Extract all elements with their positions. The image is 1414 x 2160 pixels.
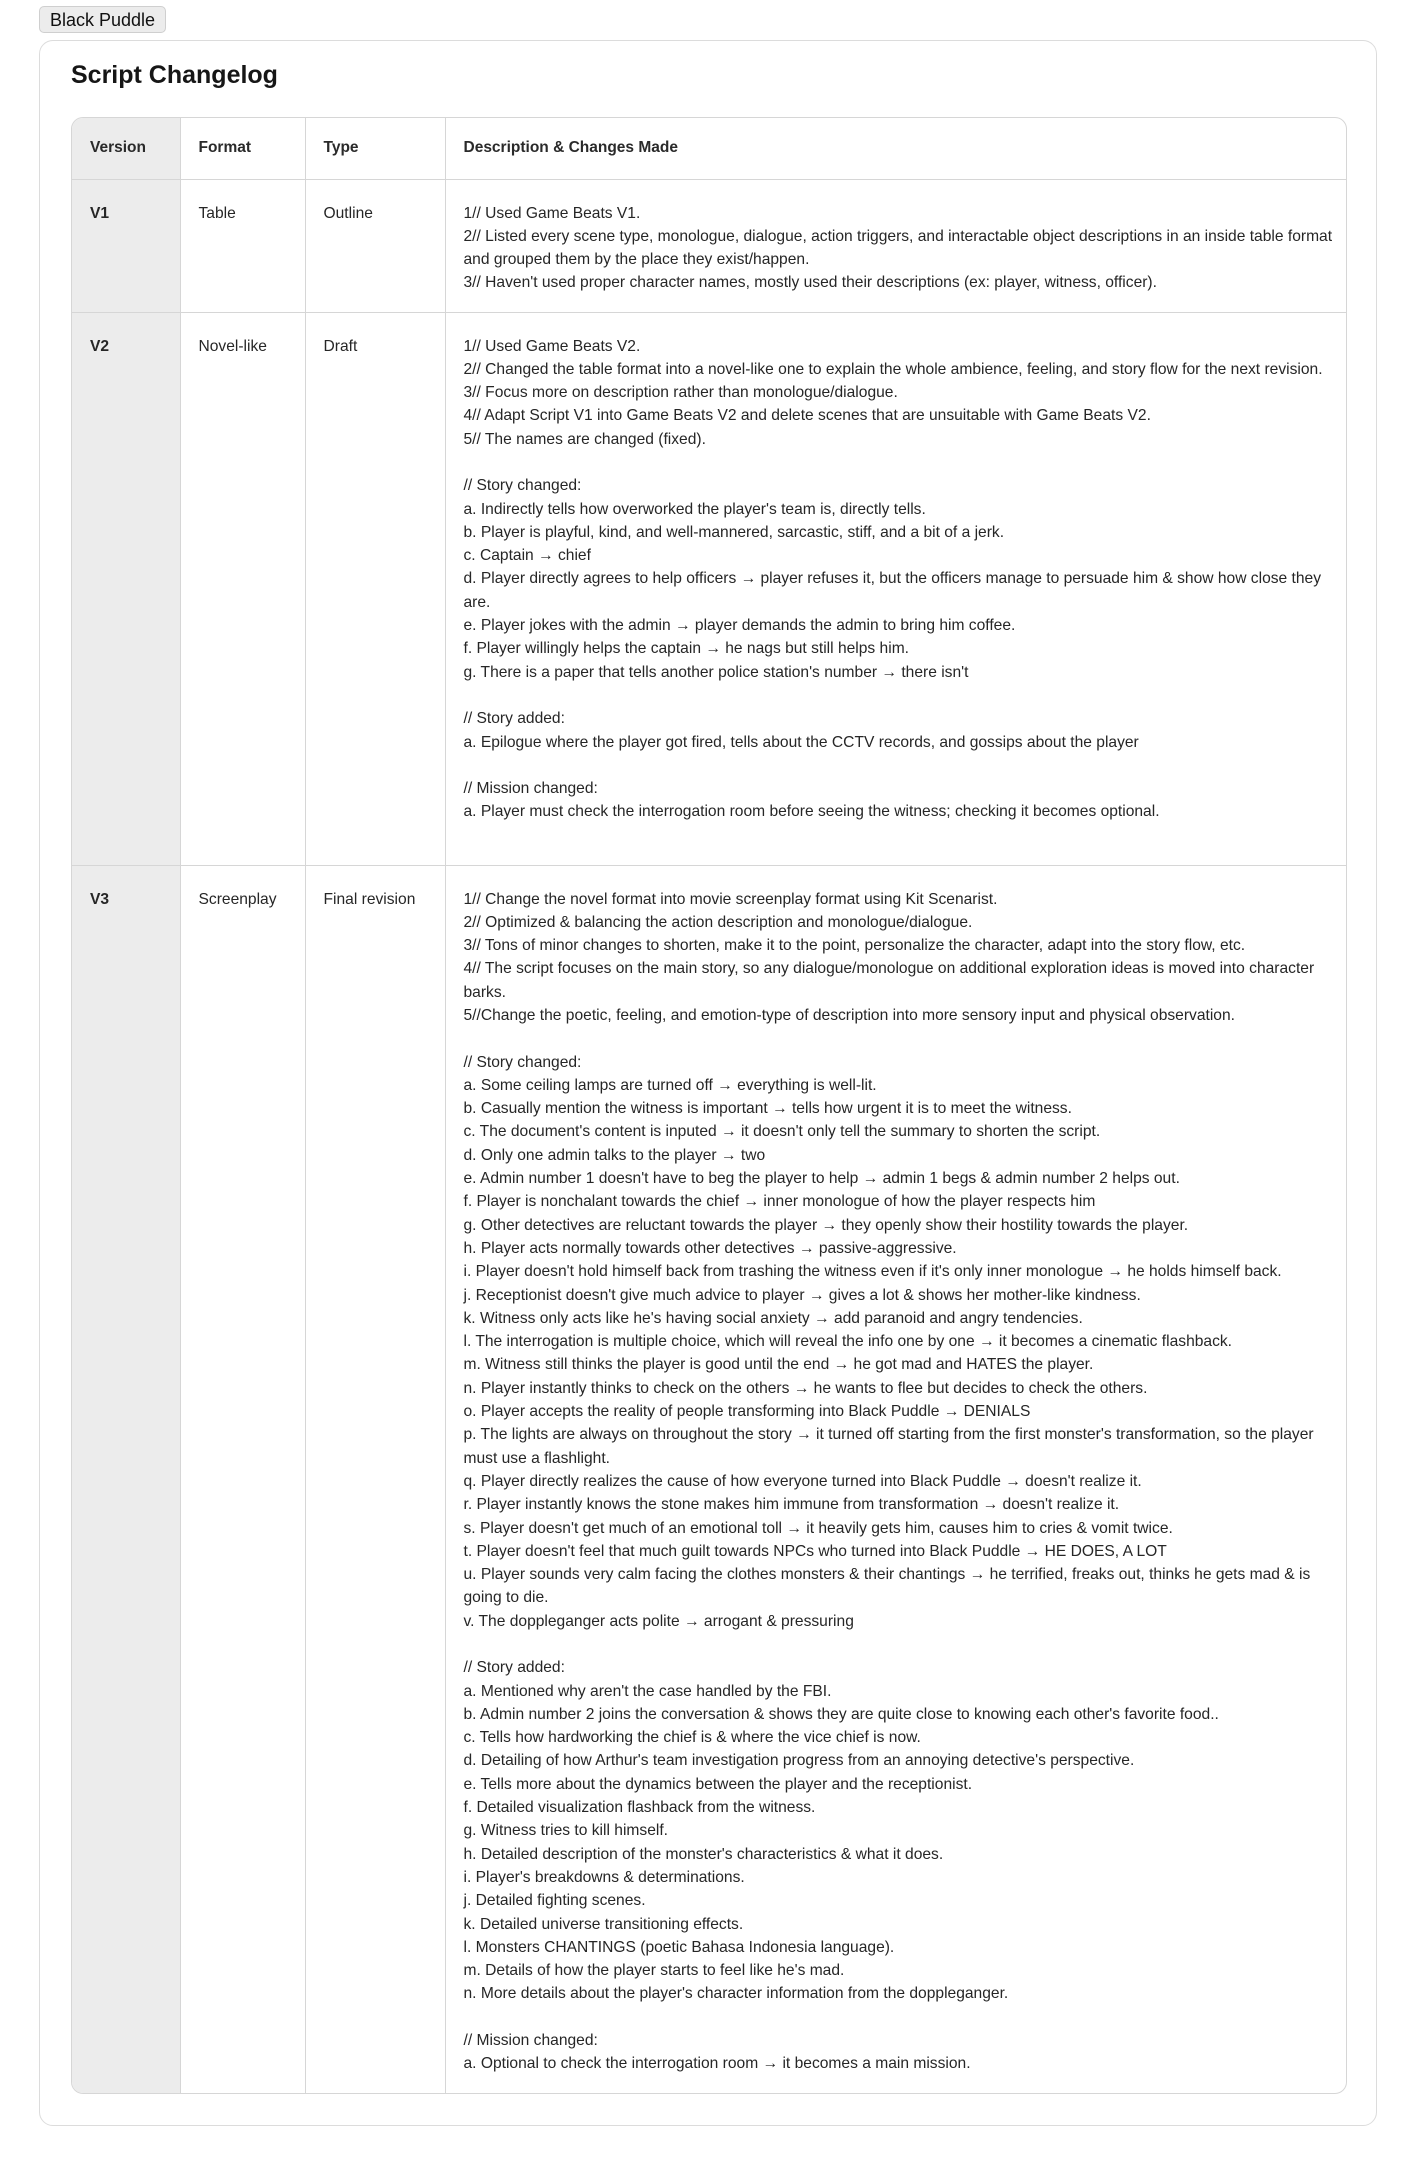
cell-description xyxy=(445,865,1346,2094)
description-line: a. Some ceiling lamps are turned off → everything is well-lit. xyxy=(463,1076,877,1094)
table-row xyxy=(72,312,1346,865)
cell-type: Outline xyxy=(305,179,445,312)
description-line: c. Captain → chief xyxy=(463,547,591,565)
description-line: k. Detailed universe transitioning effects. xyxy=(463,1915,744,1933)
description-line: e. Player jokes with the admin → player demands the admin to bring him coffee. xyxy=(463,617,1016,635)
description-spacer xyxy=(464,684,1335,707)
cell-type: Final revision xyxy=(305,865,445,2094)
description-line: 1// Used Game Beats V2. xyxy=(463,337,641,355)
cell-description xyxy=(445,312,1346,865)
header-type: Type xyxy=(305,118,445,179)
description-line: a. Mentioned why aren't the case handled by the FBI. xyxy=(463,1682,832,1700)
description-line: // Story changed: xyxy=(463,1053,582,1071)
description-line: d. Only one admin talks to the player → two xyxy=(463,1146,766,1164)
cell-type: Draft xyxy=(305,312,445,865)
description-line: 3// Tons of minor changes to shorten, make it to the point, personalize the character, adapt into the story flow, etc. xyxy=(463,937,1246,955)
description-line: r. Player instantly knows the stone makes him immune from transformation → doesn't realize it. xyxy=(463,1496,1120,1514)
description-line: t. Player doesn't feel that much guilt towards NPCs who turned into Black Puddle → HE DOES, A LOT xyxy=(463,1542,1167,1560)
description-line: j. Detailed fighting scenes. xyxy=(463,1892,646,1910)
description-line: b. Player is playful, kind, and well-mannered, sarcastic, stiff, and a bit of a jerk. xyxy=(463,523,1005,541)
description-line: f. Player willingly helps the captain → he nags but still helps him. xyxy=(463,640,910,658)
header-format: Format xyxy=(180,118,305,179)
description-line: l. The interrogation is multiple choice, which will reveal the info one by one → it becomes a cinematic flashback. xyxy=(463,1333,1233,1351)
description-line: v. The doppleganger acts polite → arrogant & pressuring xyxy=(463,1612,854,1630)
description-spacer xyxy=(464,2006,1335,2029)
description-line: e. Admin number 1 doesn't have to beg the player to help → admin 1 begs & admin number 2 helps out. xyxy=(463,1170,1180,1188)
description-line: a. Optional to check the interrogation room → it becomes a main mission. xyxy=(463,2055,971,2073)
description-line: p. The lights are always on throughout the story → it turned off starting from the first monster's transformation, so the player must use a flashlight. xyxy=(463,1426,1318,1467)
description-line: e. Tells more about the dynamics between the player and the receptionist. xyxy=(463,1775,973,1793)
description-line: 5// The names are changed (fixed). xyxy=(463,430,706,448)
description-line: d. Detailing of how Arthur's team investigation progress from an annoying detective's perspective. xyxy=(463,1752,1135,1770)
description-line: // Story added: xyxy=(463,1659,565,1677)
table-row xyxy=(72,865,1346,2094)
description-line: h. Detailed description of the monster's characteristics & what it does. xyxy=(463,1845,944,1863)
description-line: g. Other detectives are reluctant towards the player → they openly show their hostility towards the player. xyxy=(463,1216,1189,1234)
description-line: g. Witness tries to kill himself. xyxy=(463,1822,669,1840)
description-line: // Mission changed: xyxy=(463,2032,598,2050)
description-line: i. Player's breakdowns & determinations. xyxy=(463,1868,745,1886)
description-line: m. Details of how the player starts to feel like he's mad. xyxy=(463,1962,845,1980)
description-line: l. Monsters CHANTINGS (poetic Bahasa Indonesia language). xyxy=(463,1938,895,1956)
cell-format: Novel-like xyxy=(180,312,305,865)
cell-format: Table xyxy=(180,179,305,312)
header-description: Description & Changes Made xyxy=(445,118,1346,179)
changelog-table-container xyxy=(71,117,1347,2094)
description-line: 2// Listed every scene type, monologue, dialogue, action triggers, and interactable object descriptions in an inside table format and grouped them by the place they exist/happen. xyxy=(463,227,1337,269)
description-line: 3// Focus more on description rather than monologue/dialogue. xyxy=(463,384,898,402)
description-line: 5//Change the poetic, feeling, and emotion-type of description into more sensory input and physical observation. xyxy=(463,1006,1235,1024)
changelog-card xyxy=(39,40,1377,2126)
description-line: 3// Haven't used proper character names, mostly used their descriptions (ex: player, witness, officer). xyxy=(463,274,1157,292)
description-line: 2// Changed the table format into a novel-like one to explain the whole ambience, feeling, and story flow for the next revision. xyxy=(463,360,1323,378)
project-tag[interactable]: Black Puddle xyxy=(39,6,166,33)
description-line: s. Player doesn't get much of an emotional toll → it heavily gets him, causes him to cries & vomit twice. xyxy=(463,1519,1173,1537)
changelog-table xyxy=(72,118,1346,2094)
description-line: g. There is a paper that tells another police station's number → there isn't xyxy=(463,663,969,681)
cell-description xyxy=(445,179,1346,312)
description-line: i. Player doesn't hold himself back from trashing the witness even if it's only inner monologue → he holds himself back. xyxy=(463,1263,1282,1281)
description-line: m. Witness still thinks the player is good until the end → he got mad and HATES the player. xyxy=(463,1356,1094,1374)
description-line: 4// Adapt Script V1 into Game Beats V2 and delete scenes that are unsuitable with Game Beats V2. xyxy=(463,407,1151,425)
description-line: 2// Optimized & balancing the action description and monologue/dialogue. xyxy=(463,913,973,931)
description-line: f. Player is nonchalant towards the chief → inner monologue of how the player respects him xyxy=(463,1193,1096,1211)
description-line: b. Admin number 2 joins the conversation & shows they are quite close to knowing each other's favorite food.. xyxy=(463,1705,1219,1723)
description-line: j. Receptionist doesn't give much advice to player → gives a lot & shows her mother-like kindness. xyxy=(463,1286,1141,1304)
description-line: c. The document's content is inputed → it doesn't only tell the summary to shorten the script. xyxy=(463,1123,1101,1141)
table-row xyxy=(72,179,1346,312)
description-line: a. Epilogue where the player got fired, tells about the CCTV records, and gossips about the player xyxy=(463,733,1139,751)
description-line: // Story added: xyxy=(463,710,565,728)
description-spacer xyxy=(464,1633,1335,1656)
cell-version: V3 xyxy=(72,865,180,2094)
card-title: Script Changelog xyxy=(71,61,278,89)
header-version: Version xyxy=(72,118,180,179)
description-spacer xyxy=(464,754,1335,777)
description-line: a. Indirectly tells how overworked the player's team is, directly tells. xyxy=(463,500,926,518)
description-line: 4// The script focuses on the main story, so any dialogue/monologue on additional exploration ideas is moved into character barks. xyxy=(463,960,1319,1001)
description-line: q. Player directly realizes the cause of how everyone turned into Black Puddle → doesn't realize it. xyxy=(463,1472,1142,1490)
description-line: h. Player acts normally towards other detectives → passive-aggressive. xyxy=(463,1239,957,1257)
description-line: c. Tells how hardworking the chief is & where the vice chief is now. xyxy=(463,1729,921,1747)
cell-version: V2 xyxy=(72,312,180,865)
description-spacer xyxy=(464,451,1335,474)
description-line: b. Casually mention the witness is important → tells how urgent it is to meet the witness. xyxy=(463,1100,1072,1118)
description-spacer xyxy=(464,1027,1335,1050)
cell-version: V1 xyxy=(72,179,180,312)
description-line: a. Player must check the interrogation room before seeing the witness; checking it becomes optional. xyxy=(463,803,1160,821)
description-line: k. Witness only acts like he's having social anxiety → add paranoid and angry tendencies. xyxy=(463,1309,1083,1327)
description-line: u. Player sounds very calm facing the clothes monsters & their chantings → he terrified, freaks out, thinks he gets mad & is going to die. xyxy=(463,1566,1315,1607)
description-line: o. Player accepts the reality of people transforming into Black Puddle → DENIALS xyxy=(463,1403,1031,1421)
description-line: f. Detailed visualization flashback from the witness. xyxy=(463,1799,816,1817)
description-line: n. Player instantly thinks to check on the others → he wants to flee but decides to check the others. xyxy=(463,1379,1148,1397)
description-line: 1// Used Game Beats V1. xyxy=(463,204,641,222)
description-line: n. More details about the player's character information from the doppleganger. xyxy=(463,1985,1009,2003)
table-header-row xyxy=(72,118,1346,179)
description-line: // Mission changed: xyxy=(463,780,598,798)
cell-format: Screenplay xyxy=(180,865,305,2094)
description-line: // Story changed: xyxy=(463,477,582,495)
description-line: d. Player directly agrees to help officers → player refuses it, but the officers manage to persuade him & show how close they are. xyxy=(463,570,1326,611)
description-line: 1// Change the novel format into movie screenplay format using Kit Scenarist. xyxy=(463,890,998,908)
